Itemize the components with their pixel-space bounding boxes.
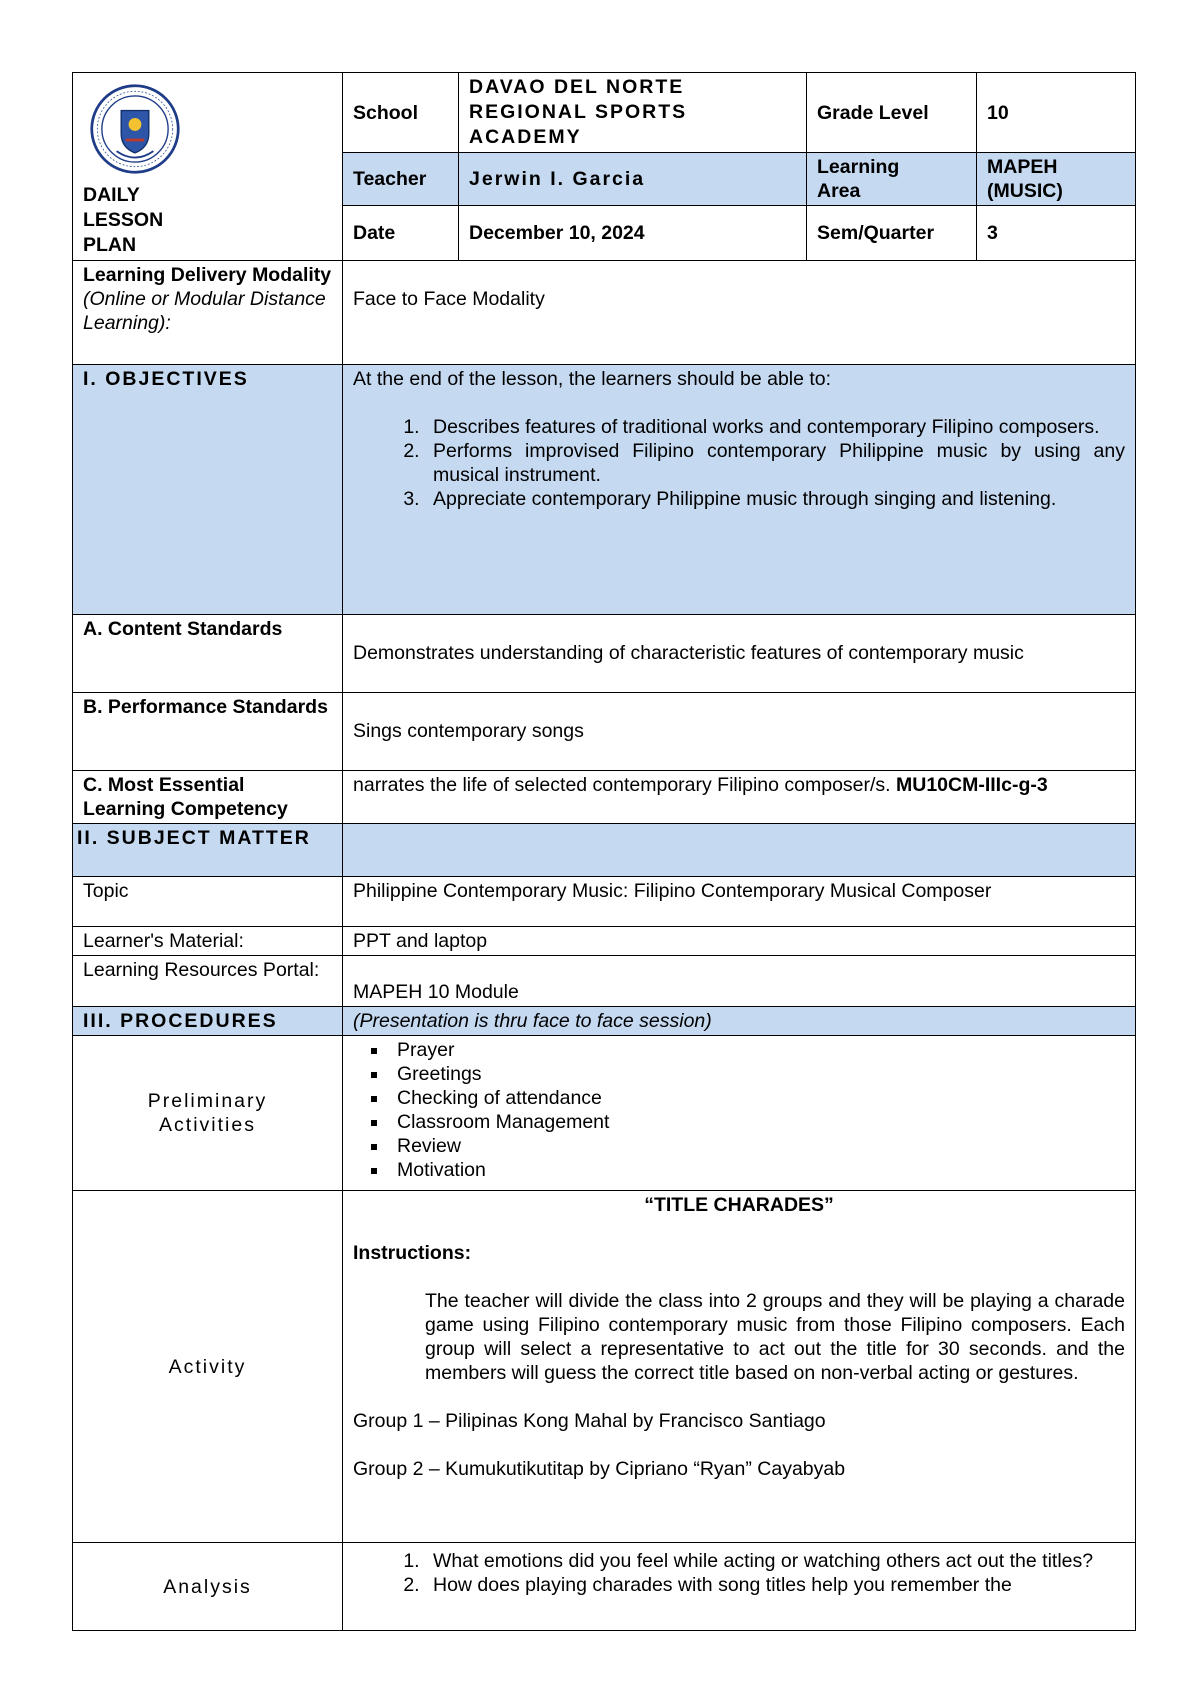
instructions-text: The teacher will divide the class into 2 groups and they will be playing a charade game using Filipino contemporary music from those Filipino composers. Each group will select a representative to act out the title for 30 seconds. and the members will guess the correct title based on non-verbal acting or gestures. <box>425 1290 1125 1384</box>
topic-value: Philippine Contemporary Music: Filipino Contemporary Musical Composer <box>343 877 1136 927</box>
delivery-label-note: (Online or Modular Distance Learning): <box>83 288 326 334</box>
sem-value: 3 <box>977 206 1136 261</box>
preliminary-item: ▪ Review <box>389 1134 1125 1158</box>
objective-item: 2. Performs improvised Filipino contemporary Philippine music by using any musical instrument. <box>425 439 1125 487</box>
melc-cell <box>343 771 1136 824</box>
preliminary-list <box>353 1038 1125 1182</box>
melc-label: C. Most Essential Learning Competency <box>73 771 343 824</box>
school-line: REGIONAL SPORTS <box>469 101 688 123</box>
preliminary-item: ▪ Checking of attendance <box>389 1086 1125 1110</box>
content-standards-label: A. Content Standards <box>73 615 343 693</box>
school-label: School <box>343 73 459 153</box>
group-1: Group 1 – Pilipinas Kong Mahal by Francisco Santiago <box>353 1410 826 1432</box>
preliminary-item: ▪ Motivation <box>389 1158 1125 1182</box>
title-line: DAILY <box>83 184 140 206</box>
preliminary-item: ▪ Classroom Management <box>389 1110 1125 1134</box>
school-line: DAVAO DEL NORTE <box>469 76 685 98</box>
objectives-cell <box>343 365 1136 615</box>
deped-seal-icon <box>89 83 181 175</box>
materials-label: Learner's Material: <box>73 927 343 956</box>
preliminary-item: ▪ Prayer <box>389 1038 1125 1062</box>
delivery-label-cell <box>73 261 343 365</box>
performance-standards-label: B. Performance Standards <box>73 693 343 771</box>
resources-value: MAPEH 10 Module <box>343 956 1136 1007</box>
title-line: PLAN <box>83 234 137 256</box>
sem-label: Sem/Quarter <box>807 206 977 261</box>
dlp-title-cell <box>73 73 343 261</box>
objectives-label: I. OBJECTIVES <box>73 365 343 615</box>
topic-label: Topic <box>73 877 343 927</box>
procedures-label: III. PROCEDURES <box>73 1007 343 1036</box>
title-line: LESSON <box>83 209 164 231</box>
melc-code: MU10CM-IIIc-g-3 <box>896 774 1048 796</box>
school-value <box>459 73 807 153</box>
objective-item: 3. Appreciate contemporary Philippine music through singing and listening. <box>425 487 1125 511</box>
subject-matter-empty <box>343 824 1136 877</box>
area-label <box>807 153 977 206</box>
dlp-title <box>83 183 163 258</box>
resources-label: Learning Resources Portal: <box>73 956 343 1007</box>
analysis-list <box>353 1549 1125 1597</box>
content-standards-value: Demonstrates understanding of characteristic features of contemporary music <box>343 615 1136 693</box>
lesson-plan-table <box>72 72 1136 1631</box>
subject-matter-label: II. SUBJECT MATTER <box>73 824 343 877</box>
area-value-line: (MUSIC) <box>987 180 1063 202</box>
preliminary-item: ▪ Greetings <box>389 1062 1125 1086</box>
analysis-label: Analysis <box>73 1543 343 1631</box>
area-label-line: Area <box>817 180 861 202</box>
objective-item: 1. Describes features of traditional works and contemporary Filipino composers. <box>425 415 1125 439</box>
objectives-intro: At the end of the lesson, the learners should be able to: <box>353 368 832 390</box>
melc-value: narrates the life of selected contemporary Filipino composer/s. <box>353 774 891 796</box>
area-value <box>977 153 1136 206</box>
preliminary-cell <box>343 1036 1136 1191</box>
delivery-label: Learning Delivery Modality <box>83 264 332 286</box>
activity-title: “TITLE CHARADES” <box>644 1194 834 1216</box>
analysis-item: 2. How does playing charades with song titles help you remember the <box>425 1573 1125 1597</box>
instructions-label: Instructions: <box>353 1242 472 1264</box>
delivery-value: Face to Face Modality <box>343 261 1136 365</box>
analysis-item: 1. What emotions did you feel while acting or watching others act out the titles? <box>425 1549 1125 1573</box>
performance-standards-value: Sings contemporary songs <box>343 693 1136 771</box>
grade-label: Grade Level <box>807 73 977 153</box>
activity-label: Activity <box>73 1191 343 1543</box>
materials-value: PPT and laptop <box>343 927 1136 956</box>
group-2: Group 2 – Kumukutikutitap by Cipriano “Ryan” Cayabyab <box>353 1458 846 1480</box>
grade-value: 10 <box>977 73 1136 153</box>
school-line: ACADEMY <box>469 126 582 148</box>
date-value: December 10, 2024 <box>459 206 807 261</box>
analysis-cell <box>343 1543 1136 1631</box>
area-label-line: Learning <box>817 156 900 178</box>
area-value-line: MAPEH <box>987 156 1058 178</box>
date-label: Date <box>343 206 459 261</box>
objectives-list <box>353 415 1125 511</box>
procedures-note: (Presentation is thru face to face session) <box>343 1007 1136 1036</box>
activity-cell <box>343 1191 1136 1543</box>
preliminary-label: Preliminary Activities <box>73 1036 343 1191</box>
teacher-label: Teacher <box>343 153 459 206</box>
teacher-value: Jerwin I. Garcia <box>459 153 807 206</box>
